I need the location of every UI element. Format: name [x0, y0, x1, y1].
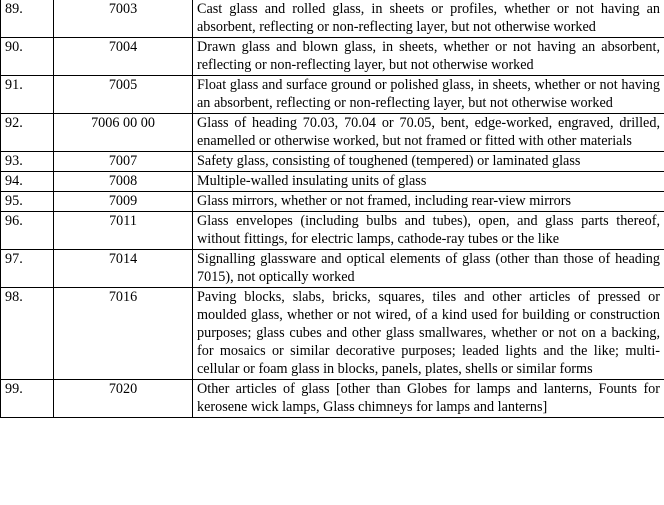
description-cell: Cast glass and rolled glass, in sheets or profiles, whether or not having an absorbent, reflecting or non-reflecting layer, but not otherwise worked [193, 0, 664, 38]
tariff-code-cell: 7007 [54, 152, 193, 172]
table-row [1, 114, 664, 152]
tariff-code-cell: 7004 [54, 38, 193, 76]
serial-number-cell: 89. [1, 0, 54, 38]
tariff-code-cell: 7014 [54, 250, 193, 288]
serial-number-cell: 95. [1, 192, 54, 212]
tariff-table-body [1, 0, 664, 418]
tariff-code-cell: 7011 [54, 212, 193, 250]
table-row [1, 38, 664, 76]
table-row [1, 250, 664, 288]
tariff-code-cell: 7003 [54, 0, 193, 38]
table-row [1, 380, 664, 418]
tariff-code-cell: 7016 [54, 288, 193, 380]
description-cell: Float glass and surface ground or polished glass, in sheets, whether or not having an absorbent, reflecting or non-reflecting layer, but not otherwise worked [193, 76, 664, 114]
description-cell: Glass mirrors, whether or not framed, including rear-view mirrors [193, 192, 664, 212]
tariff-code-cell: 7020 [54, 380, 193, 418]
table-row [1, 0, 664, 38]
description-cell: Safety glass, consisting of toughened (tempered) or laminated glass [193, 152, 664, 172]
tariff-code-cell: 7008 [54, 172, 193, 192]
serial-number-cell: 90. [1, 38, 54, 76]
serial-number-cell: 93. [1, 152, 54, 172]
table-row [1, 288, 664, 380]
tariff-code-cell: 7005 [54, 76, 193, 114]
tariff-code-cell: 7009 [54, 192, 193, 212]
serial-number-cell: 96. [1, 212, 54, 250]
description-cell: Drawn glass and blown glass, in sheets, whether or not having an absorbent, reflecting or non-reflecting layer, but not otherwise worked [193, 38, 664, 76]
description-cell: Multiple-walled insulating units of glass [193, 172, 664, 192]
description-cell: Signalling glassware and optical elements of glass (other than those of heading 7015), not optically worked [193, 250, 664, 288]
table-row [1, 172, 664, 192]
table-row [1, 192, 664, 212]
description-cell: Other articles of glass [other than Globes for lamps and lanterns, Founts for kerosene wick lamps, Glass chimneys for lamps and lanterns] [193, 380, 664, 418]
serial-number-cell: 92. [1, 114, 54, 152]
description-cell: Glass envelopes (including bulbs and tubes), open, and glass parts thereof, without fittings, for electric lamps, cathode-ray tubes or the like [193, 212, 664, 250]
description-cell: Paving blocks, slabs, bricks, squares, tiles and other articles of pressed or moulded glass, whether or not wired, of a kind used for building or construction purposes; glass cubes and other glass smallwares, whether or not on a backing, for mosaics or similar decorative purposes; leaded lights and the like; multi-cellular or foam glass in blocks, panels, plates, shells or similar forms [193, 288, 664, 380]
table-row [1, 152, 664, 172]
tariff-code-cell: 7006 00 00 [54, 114, 193, 152]
serial-number-cell: 91. [1, 76, 54, 114]
serial-number-cell: 97. [1, 250, 54, 288]
description-cell: Glass of heading 70.03, 70.04 or 70.05, bent, edge-worked, engraved, drilled, enamelled or otherwise worked, but not framed or fitted with other materials [193, 114, 664, 152]
serial-number-cell: 98. [1, 288, 54, 380]
table-row [1, 76, 664, 114]
serial-number-cell: 94. [1, 172, 54, 192]
table-row [1, 212, 664, 250]
serial-number-cell: 99. [1, 380, 54, 418]
